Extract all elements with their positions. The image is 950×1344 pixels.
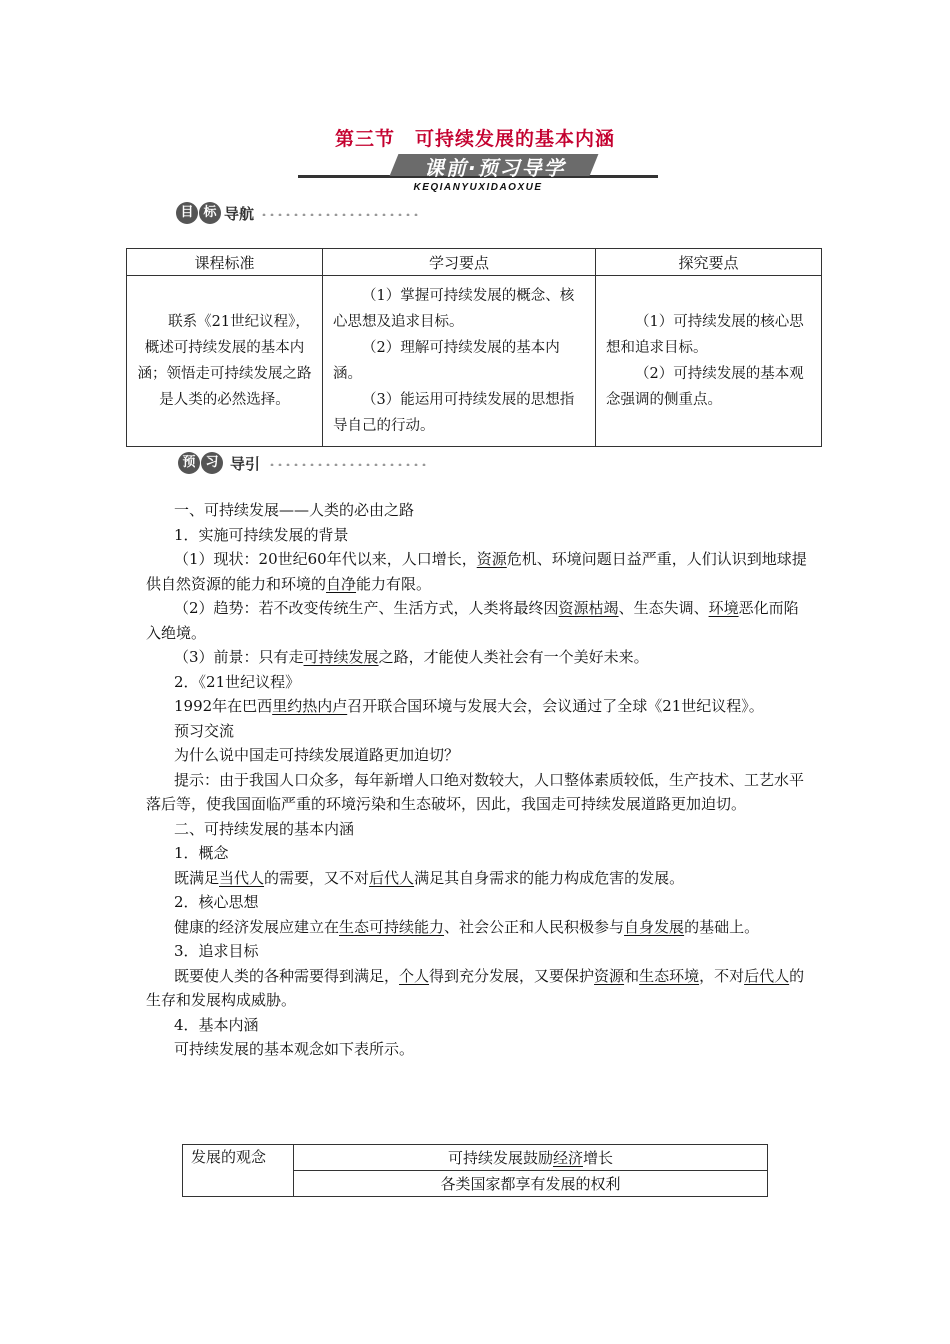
paragraph bbox=[146, 915, 811, 940]
text: （3）前景：只有走 bbox=[174, 648, 304, 666]
text: 和 bbox=[624, 966, 640, 985]
text: 既要使人类的各种需要得到满足， bbox=[174, 966, 400, 985]
answer-blank: 生态可持续能力 bbox=[339, 917, 445, 936]
sub-heading: 1．概念 bbox=[174, 844, 229, 862]
dotted-divider bbox=[268, 462, 428, 466]
answer-blank: 可持续发展 bbox=[303, 648, 379, 666]
sub-heading: 2．《21世纪议程》 bbox=[174, 672, 301, 691]
label-badge: 习 bbox=[201, 452, 223, 474]
idea-label: 发展的观念 bbox=[183, 1145, 294, 1197]
section-heading: 二、可持续发展的基本内涵 bbox=[174, 819, 355, 838]
idea-row bbox=[294, 1145, 768, 1171]
text: （2）趋势：若不改变传统生产、生活方式，人类将最终因 bbox=[174, 599, 559, 617]
text: 既满足 bbox=[174, 868, 220, 887]
sub-heading: 4．基本内涵 bbox=[174, 1015, 259, 1034]
text: 之路，才能使人类社会有一个美好未来。 bbox=[378, 648, 649, 666]
text: 增长 bbox=[583, 1149, 614, 1167]
hint: 提示：由于我国人口众多，每年新增人口绝对数较大，人口整体素质较低，生产技术、工艺水平落后等，使我国面临严重的环境污染和生态破坏，因此，我国走可持续发展道路更加迫切。 bbox=[146, 770, 805, 813]
table-header: 课程标准 bbox=[127, 249, 323, 276]
goal-nav-label bbox=[176, 202, 446, 224]
text: 恶化而陷入绝境。 bbox=[146, 599, 799, 642]
paragraph bbox=[146, 866, 811, 891]
idea-row: 各类国家都享有发展的权利 bbox=[294, 1171, 768, 1197]
paragraph bbox=[146, 694, 811, 719]
text: 、生态失调、 bbox=[618, 599, 709, 617]
banner-title: 课前·预习导学 bbox=[424, 156, 566, 180]
answer-blank: 后代人 bbox=[369, 868, 415, 887]
explore-point: （1）可持续发展的核心思想和追求目标。 bbox=[606, 314, 804, 356]
answer-blank: 自净 bbox=[326, 574, 357, 593]
table-header: 探究要点 bbox=[596, 249, 822, 276]
text: 满足其自身需求的能力构成危害的发展。 bbox=[414, 868, 685, 887]
text: 的需要，又不对 bbox=[264, 868, 370, 887]
label-text: 导引 bbox=[230, 455, 261, 473]
label-badge: 预 bbox=[178, 452, 200, 474]
development-ideas-table bbox=[182, 1144, 768, 1197]
sub-heading: 1．实施可持续发展的背景 bbox=[174, 525, 349, 544]
text: 召开联合国环境与发展大会，会议通过了全球《21世纪议程》。 bbox=[347, 697, 764, 715]
study-cell bbox=[323, 276, 596, 447]
page-title: 第三节 可持续发展的基本内涵 bbox=[334, 128, 615, 150]
standard-text: 联系《21世纪议程》，概述可持续发展的基本内涵；领悟走可持续发展之路是人类的必然选择。 bbox=[137, 314, 312, 408]
banner-subtitle: KEQIANYUXIDAOXUE bbox=[413, 182, 543, 193]
explore-point: （2）可持续发展的基本观念强调的侧重点。 bbox=[606, 366, 804, 408]
answer-blank: 资源 bbox=[594, 966, 625, 985]
answer-blank: 自身发展 bbox=[624, 917, 685, 936]
text: 能力有限。 bbox=[356, 574, 432, 593]
preview-guide-label bbox=[178, 452, 448, 474]
standard-cell bbox=[127, 276, 323, 447]
label-badge: 标 bbox=[199, 202, 221, 224]
study-point: （2）理解可持续发展的基本内涵。 bbox=[333, 340, 560, 382]
text: 的基础上。 bbox=[684, 917, 760, 936]
text: 危机、环境问题日益严重，人们认识到地球提供自然资源的能力和环境的 bbox=[146, 550, 807, 593]
paragraph bbox=[146, 596, 811, 645]
text: 健康的经济发展应建立在 bbox=[174, 917, 340, 936]
preview-content bbox=[146, 498, 811, 1062]
answer-blank: 资源枯竭 bbox=[558, 599, 619, 617]
answer-blank: 当代人 bbox=[219, 868, 265, 887]
question: 为什么说中国走可持续发展道路更加迫切？ bbox=[174, 746, 460, 764]
text: ，不对 bbox=[699, 966, 745, 985]
text: 的生存和发展构成威胁。 bbox=[146, 966, 805, 1009]
section-heading: 一、可持续发展——人类的必由之路 bbox=[174, 501, 415, 519]
paragraph bbox=[146, 645, 811, 670]
answer-blank: 里约热内卢 bbox=[272, 697, 348, 715]
answer-blank: 后代人 bbox=[744, 966, 790, 985]
answer-blank: 个人 bbox=[399, 966, 430, 985]
label-badge: 目 bbox=[176, 202, 198, 224]
paragraph bbox=[146, 964, 811, 1013]
study-point: （1）掌握可持续发展的概念、核心思想及追求目标。 bbox=[333, 288, 575, 330]
answer-blank: 环境 bbox=[708, 599, 739, 617]
paragraph bbox=[146, 547, 811, 596]
curriculum-table bbox=[126, 248, 822, 447]
label-text: 导航 bbox=[224, 205, 255, 223]
paragraph: 可持续发展的基本观念如下表所示。 bbox=[174, 1040, 415, 1058]
text: 得到充分发展，又要保护 bbox=[429, 966, 595, 985]
answer-blank: 生态环境 bbox=[639, 966, 700, 985]
sub-heading: 2．核心思想 bbox=[174, 893, 259, 911]
sub-heading: 预习交流 bbox=[174, 721, 235, 740]
table-header: 学习要点 bbox=[323, 249, 596, 276]
text: （1）现状：20世纪60年代以来，人口增长， bbox=[174, 550, 477, 568]
study-point: （3）能运用可持续发展的思想指导自己的行动。 bbox=[333, 392, 575, 434]
text: 、社会公正和人民积极参与 bbox=[444, 917, 625, 936]
sub-heading: 3．追求目标 bbox=[174, 942, 259, 960]
answer-blank: 资源 bbox=[476, 550, 507, 568]
answer-blank: 经济 bbox=[552, 1149, 583, 1167]
dotted-divider bbox=[260, 212, 420, 216]
explore-cell bbox=[596, 276, 822, 447]
text: 1992年在巴西 bbox=[174, 697, 273, 715]
section-banner bbox=[298, 152, 658, 180]
text: 可持续发展鼓励 bbox=[447, 1149, 553, 1167]
